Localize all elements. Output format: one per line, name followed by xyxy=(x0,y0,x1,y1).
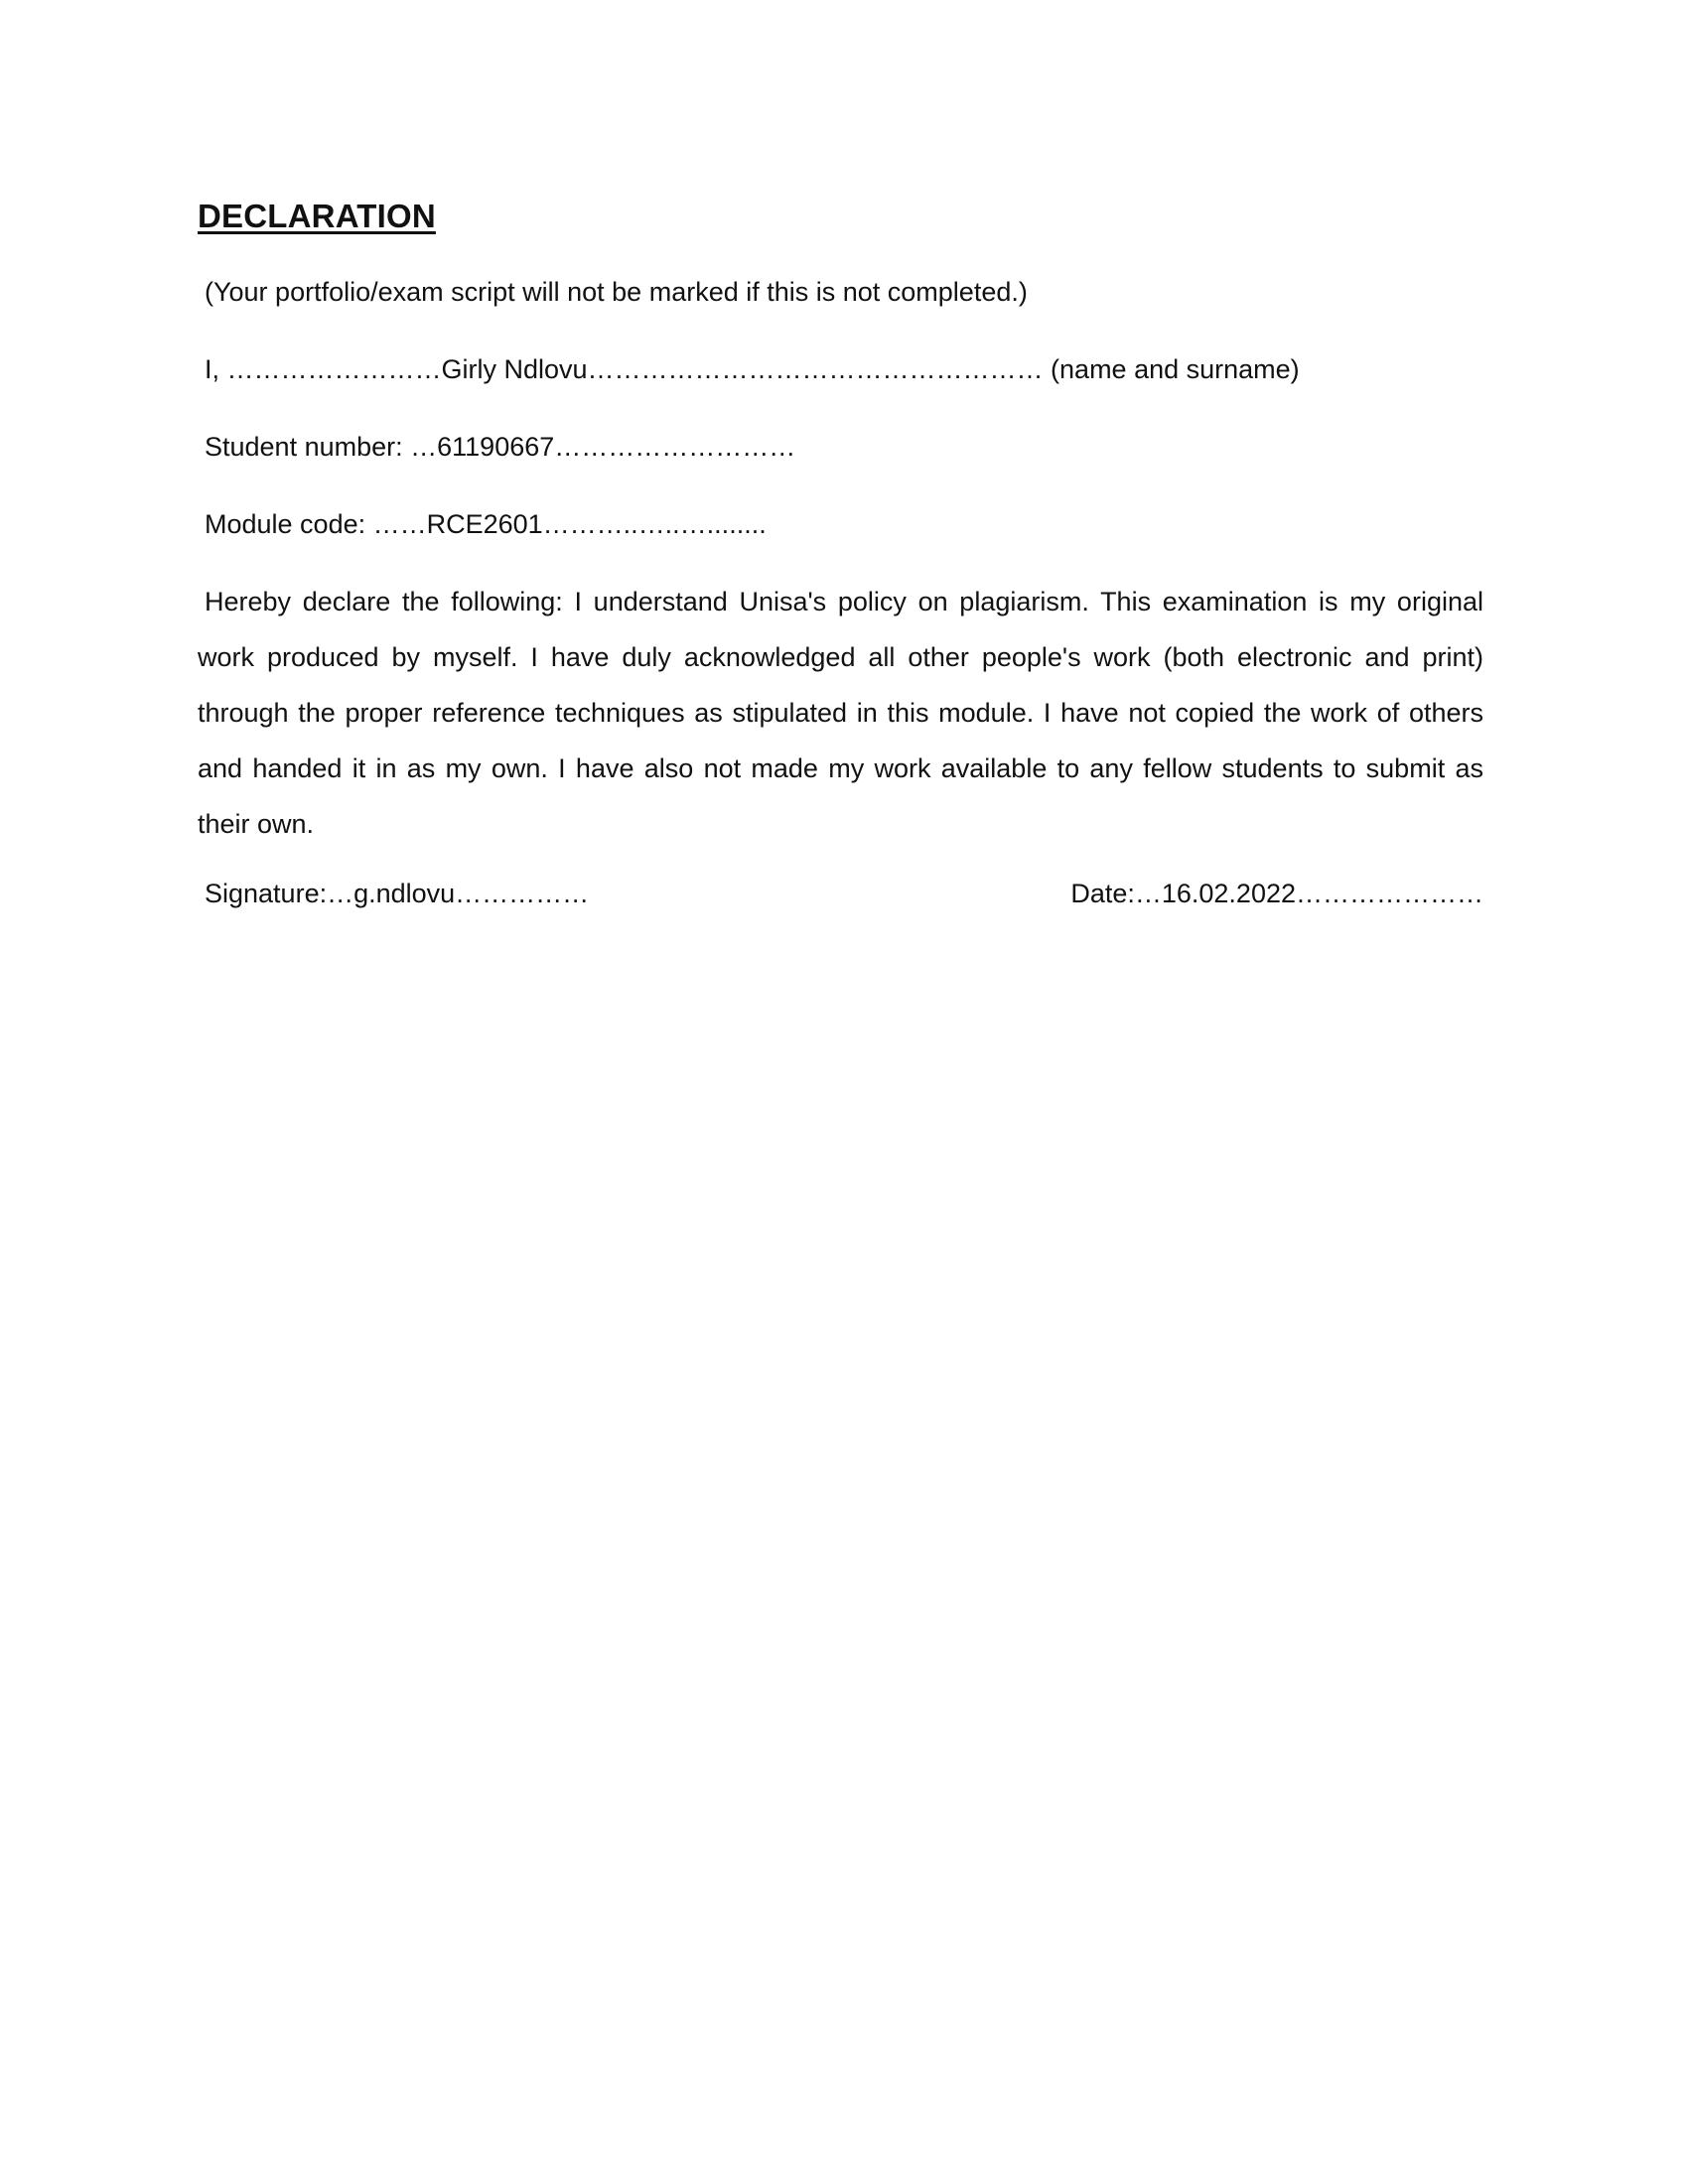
declaration-statement: Hereby declare the following: I understand Unisa's policy on plagiarism. This examination is my original work produced by myself. I have duly acknowledged all other people's work (both electronic and print) through the proper reference techniques as stipulated in this module. I have not copied the work of others and handed it in as my own. I have also not made my work available to any fellow students to submit as their own. xyxy=(198,587,1483,839)
completion-note: (Your portfolio/exam script will not be marked if this is not completed.) xyxy=(205,277,1028,307)
declaration-form xyxy=(198,191,1483,913)
signature-date-row xyxy=(198,874,1483,913)
date-line: Date:…16.02.2022………………… xyxy=(1070,879,1483,908)
signature-line: Signature:…g.ndlovu…………… xyxy=(205,879,590,908)
page-title: DECLARATION xyxy=(198,198,436,234)
student-number-line: Student number: …61190667……………………… xyxy=(205,432,796,462)
name-and-surname-line: I, ……………………Girly Ndlovu…………………………………………… (name and surname) xyxy=(205,354,1300,384)
module-code-line: Module code: ……RCE2601………..…..…........ xyxy=(205,509,767,539)
